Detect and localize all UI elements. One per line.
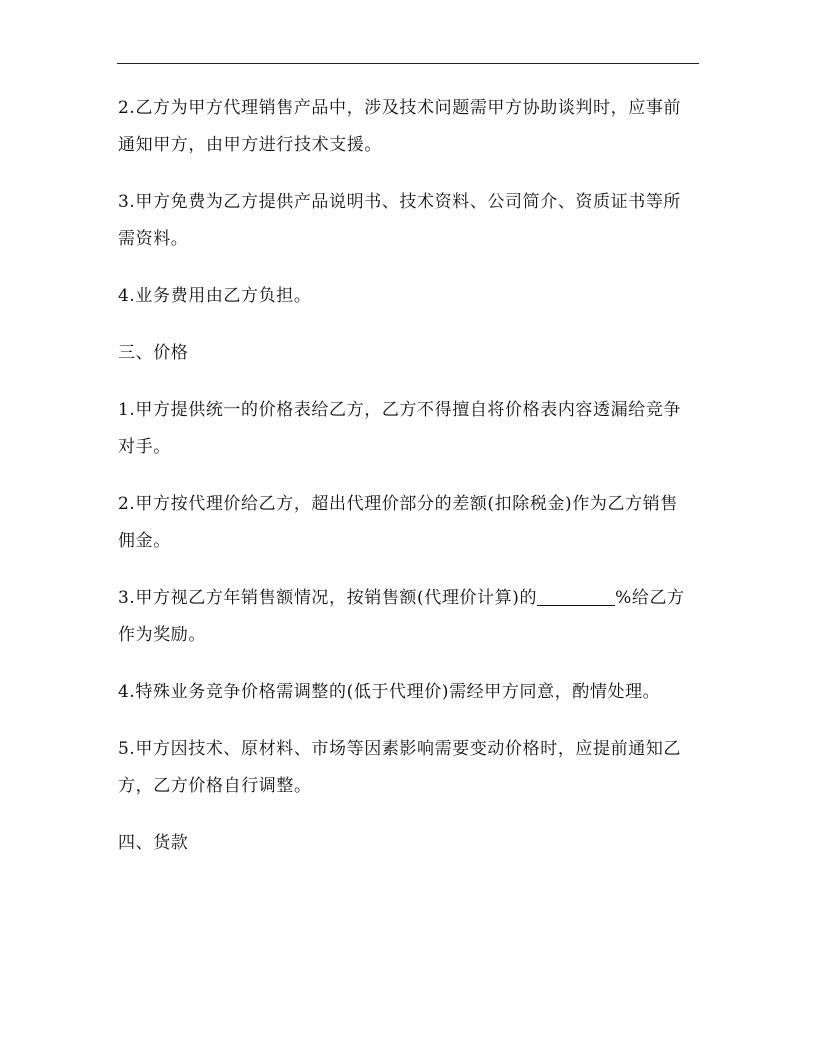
header-divider	[117, 63, 699, 64]
price-clause-5: 5.甲方因技术、原材料、市场等因素影响需要变动价格时，应提前通知乙方，乙方价格自行调整。	[118, 739, 682, 796]
paragraph-2-3: 3.甲方免费为乙方提供产品说明书、技术资料、公司简介、资质证书等所需资料。	[118, 192, 682, 249]
price-clause-1: 1.甲方提供统一的价格表给乙方，乙方不得擅自将价格表内容透漏给竞争对手。	[118, 400, 682, 457]
section-heading-payment: 四、货款	[118, 833, 189, 853]
price-clause-3-before: 3.甲方视乙方年销售额情况，按销售额(代理价计算)的	[118, 588, 538, 608]
percentage-blank-field[interactable]	[537, 587, 615, 606]
paragraph-2-4: 4.业务费用由乙方负担。	[118, 286, 312, 306]
price-clause-2: 2.甲方按代理价给乙方，超出代理价部分的差额(扣除税金)作为乙方销售佣金。	[118, 494, 678, 551]
price-clause-4: 4.特殊业务竞争价格需调整的(低于代理价)需经甲方同意，酌情处理。	[118, 682, 661, 702]
price-clause-3	[118, 580, 686, 654]
paragraph-2-2: 2.乙方为甲方代理销售产品中，涉及技术问题需甲方协助谈判时，应事前通知甲方，由甲方进行技术支援。	[118, 98, 682, 155]
price-clause-3-after: %给乙方作为奖励。	[118, 588, 685, 645]
document-body	[118, 90, 686, 882]
section-heading-price: 三、价格	[118, 343, 189, 363]
